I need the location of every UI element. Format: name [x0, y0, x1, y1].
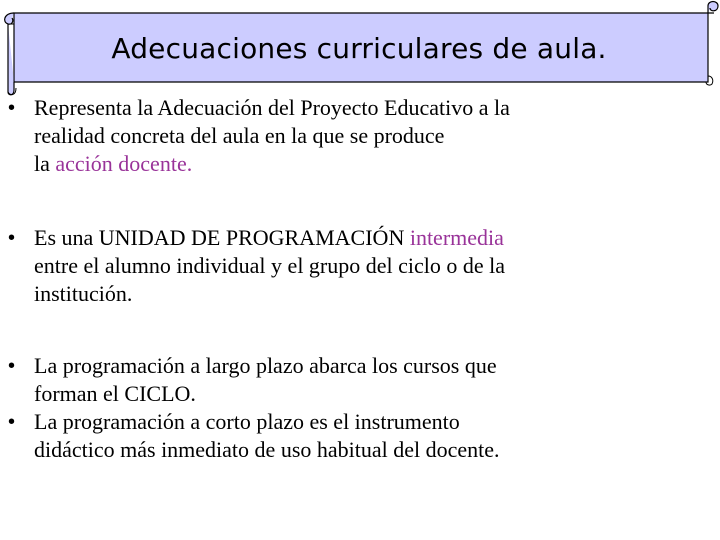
bullet-text: entre el alumno individual y el grupo del ciclo o de la: [34, 253, 506, 278]
highlighted-text: acción docente.: [55, 151, 193, 176]
bullet-text: Representa la Adecuación del Proyecto Educativo a la: [34, 95, 510, 120]
slide-title: Adecuaciones curriculares de aula.: [111, 31, 607, 65]
bullet-text: La programación a largo plazo abarca los cursos que: [34, 353, 497, 378]
bullet-text: didáctico más inmediato de uso habitual del docente.: [34, 437, 500, 462]
bullet-text: realidad concreta del aula en la que se produce: [34, 123, 445, 148]
bullet-text: la: [34, 151, 56, 176]
bullet-text: La programación a corto plazo es el instrumento: [34, 409, 460, 434]
bullet-item: [0, 94, 720, 178]
bullet-item: [0, 224, 720, 308]
scroll-right-curl: [708, 2, 718, 14]
scroll-left-curl: [5, 13, 14, 95]
bullet-text: institución.: [34, 281, 133, 306]
bullet-item: [0, 352, 720, 408]
bullet-item: [0, 408, 720, 464]
highlighted-text: intermedia: [409, 225, 504, 250]
bullet-text: forman el CICLO.: [34, 381, 196, 406]
bullet-text: Es una UNIDAD DE PROGRAMACIÓN: [34, 225, 410, 250]
bullet-list: [0, 94, 720, 464]
